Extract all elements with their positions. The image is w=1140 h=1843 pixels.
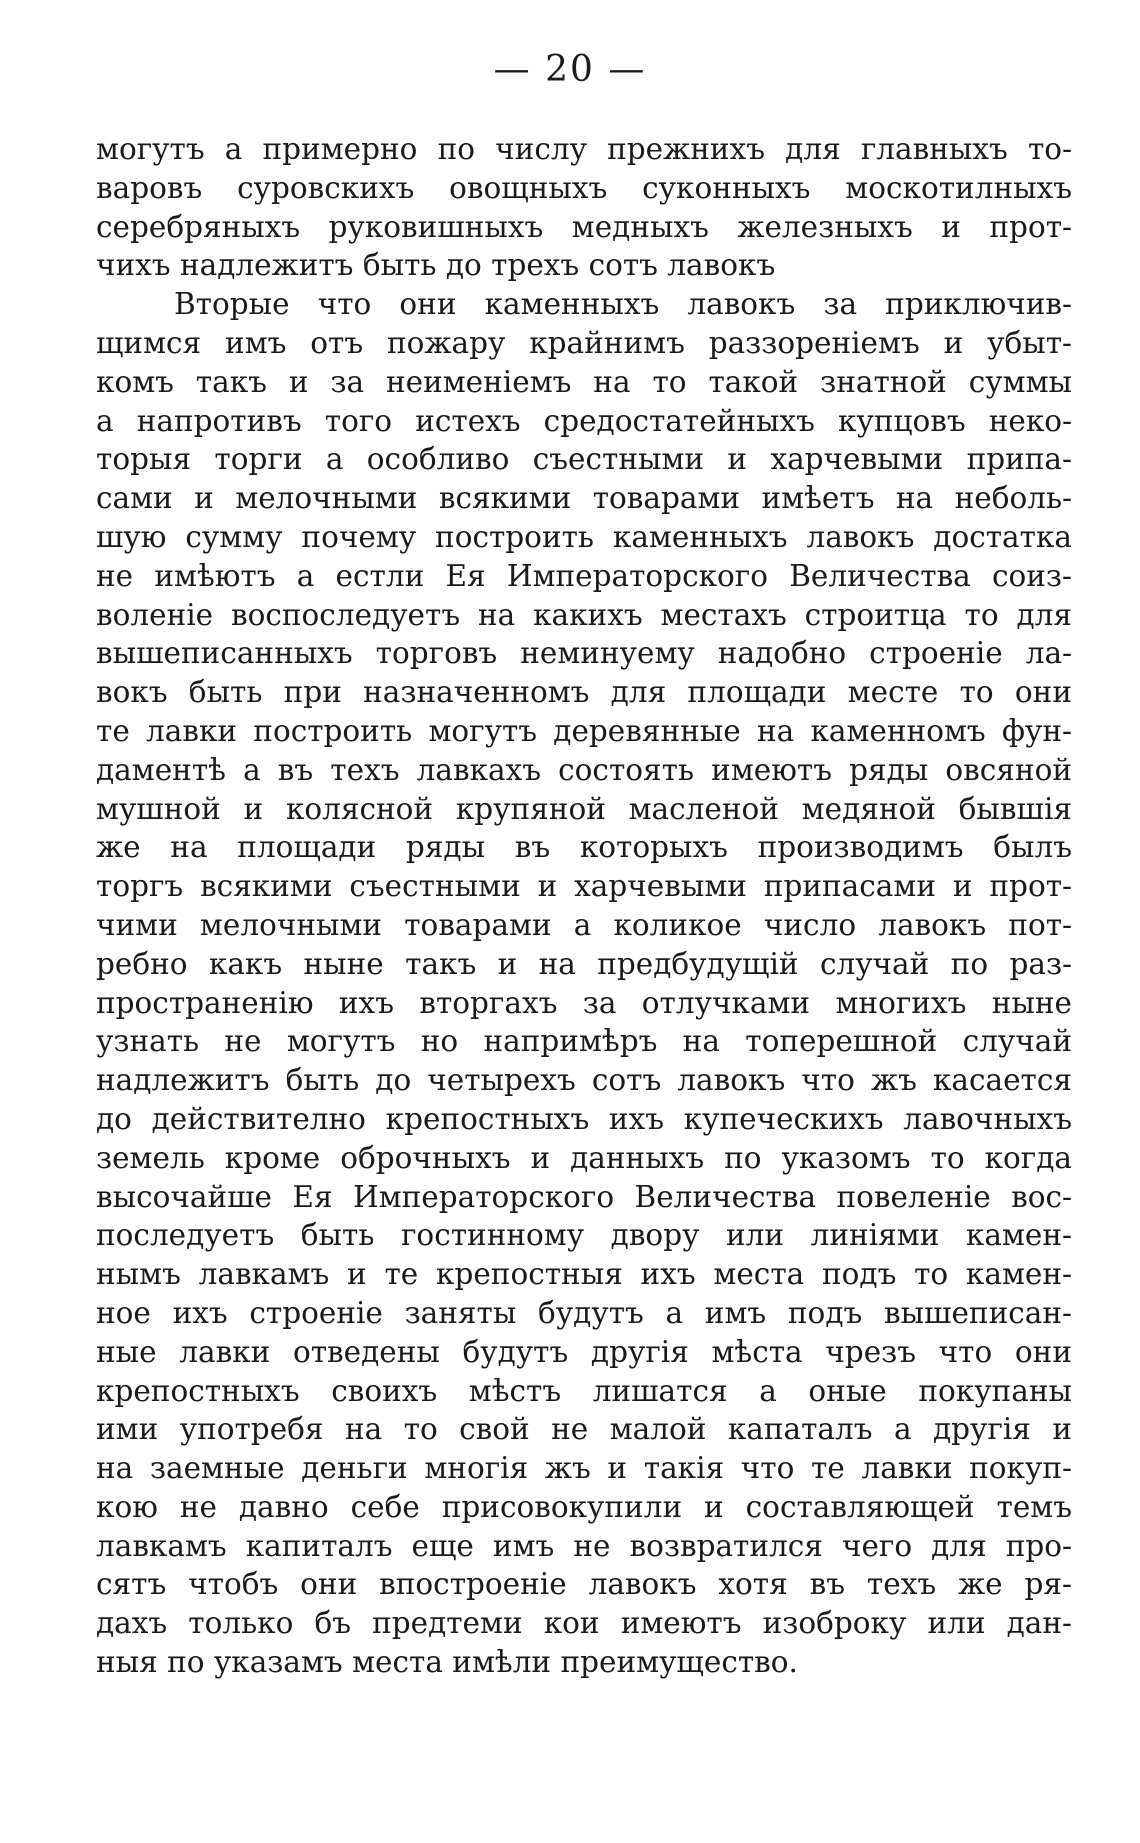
text-line: до действително крепостныхъ ихъ купеческихъ лавочныхъ: [96, 1101, 1072, 1136]
text-line: же на площади ряды въ которыхъ производимъ былъ: [96, 830, 1072, 865]
text-line: последуетъ быть гостинному двору или линіями камен-: [96, 1218, 1072, 1253]
text-line: щимся имъ отъ пожару крайнимъ раззореніемъ и убыт-: [96, 325, 1072, 360]
text-line: чими мелочными товарами а коликое число лавокъ пот-: [96, 907, 1072, 942]
text-line: узнать не могутъ но напримѣръ на топерешной случай: [96, 1024, 1072, 1059]
body-text: [96, 130, 1072, 1682]
text-line: торгъ всякими съестными и харчевыми припасами и прот-: [96, 869, 1072, 904]
text-line: нымъ лавкамъ и те крепостныя ихъ места подъ то камен-: [96, 1257, 1072, 1292]
text-line: не имѣютъ а естли Ея Императорского Величества соиз-: [96, 558, 1072, 593]
text-line: ное ихъ строеніе заняты будутъ а имъ подъ вышеписан-: [96, 1295, 1072, 1330]
text-line: мушной и колясной крупяной масленой медяной бывшія: [96, 791, 1072, 826]
text-line: на заемные деньги многія жъ и такія что те лавки покуп-: [96, 1451, 1072, 1486]
text-line: а напротивъ того истехъ средостатейныхъ купцовъ неко-: [96, 403, 1072, 438]
text-line: сами и мелочными всякими товарами имѣетъ на неболь-: [96, 481, 1072, 516]
text-line: ребно какъ ныне такъ и на предбудущій случай по раз-: [96, 946, 1072, 981]
text-line: воленіе воспоследуетъ на какихъ местахъ строитца то для: [96, 597, 1072, 632]
text-line: пространенію ихъ вторгахъ за отлучками многихъ ныне: [96, 985, 1072, 1020]
text-line: варовъ суровскихъ овощныхъ суконныхъ москотилныхъ: [96, 170, 1072, 205]
text-line: чихъ надлежитъ быть до трехъ сотъ лавокъ: [96, 248, 776, 283]
text-line: шую сумму почему построить каменныхъ лавокъ достатка: [96, 519, 1072, 554]
text-line: те лавки построить могутъ деревянные на каменномъ фун-: [96, 713, 1072, 748]
text-line: ныя по указамъ места имѣли преимущество.: [96, 1645, 798, 1680]
text-line: могутъ а примерно по числу прежнихъ для главныхъ то-: [96, 132, 1072, 166]
text-line: ные лавки отведены будутъ другія мѣста чрезъ что они: [96, 1334, 1072, 1369]
text-line: серебряныхъ руковишныхъ медныхъ железныхъ и прот-: [96, 209, 1072, 244]
text-line: комъ такъ и за неименіемъ на то такой знатной суммы: [96, 364, 1072, 399]
text-line: сятъ чтобъ они впостроеніе лавокъ хотя въ техъ же ря-: [96, 1567, 1072, 1602]
text-line: надлежитъ быть до четырехъ сотъ лавокъ что жъ касается: [96, 1063, 1072, 1098]
text-line: даментѣ а въ техъ лавкахъ состоять имеютъ ряды овсяной: [96, 752, 1072, 787]
text-line: вышеписанныхъ торговъ неминуему надобно строеніе ла-: [96, 636, 1072, 671]
text-line: кою не давно себе присовокупили и составляющей темъ: [96, 1489, 1072, 1524]
text-line: торыя торги а особливо съестными и харчевыми припа-: [96, 442, 1072, 477]
text-line: Вторые что они каменныхъ лавокъ за приключив-: [174, 287, 1072, 322]
text-line: вокъ быть при назначенномъ для площади месте то они: [96, 675, 1072, 710]
text-line: ими употребя на то свой не малой капаталъ а другія и: [96, 1412, 1072, 1447]
text-line: земель кроме оброчныхъ и данныхъ по указомъ то когда: [96, 1140, 1072, 1175]
text-line: крепостныхъ своихъ мѣстъ лишатся а оные покупаны: [96, 1373, 1072, 1408]
text-line: лавкамъ капиталъ еще имъ не возвратился чего для про-: [96, 1528, 1072, 1563]
text-line: дахъ только бъ предтеми кои имеютъ изоброку или дан-: [96, 1606, 1072, 1641]
text-line: высочайше Ея Императорского Величества повеленіе вос-: [96, 1179, 1072, 1214]
page-number: — 20 —: [493, 49, 647, 90]
